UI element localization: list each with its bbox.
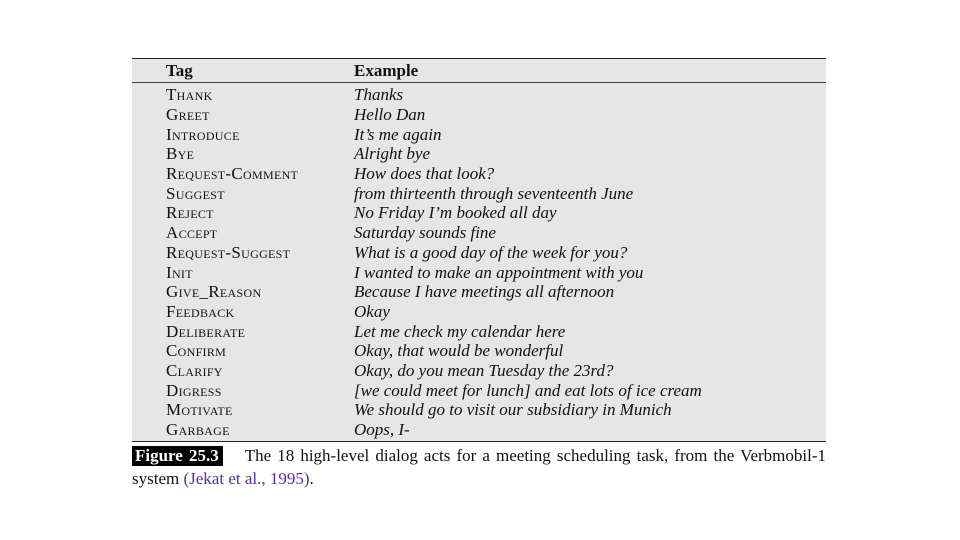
caption-text: The 18 high-level dialog acts for a meeting scheduling task, from the Verbmobil-1 system bbox=[132, 446, 826, 488]
table-body bbox=[132, 83, 826, 441]
table-row bbox=[132, 164, 826, 184]
dialog-act-tag: Reject bbox=[166, 203, 214, 223]
dialog-act-tag: Motivate bbox=[166, 400, 233, 420]
dialog-act-tag: Bye bbox=[166, 144, 195, 164]
dialog-act-example: Because I have meetings all afternoon bbox=[354, 282, 615, 302]
dialog-act-example: Oops, I- bbox=[354, 420, 410, 440]
dialog-act-tag: Suggest bbox=[166, 183, 225, 203]
dialog-act-tag: Confirm bbox=[166, 341, 227, 361]
table-row bbox=[132, 203, 826, 223]
tag-column-header: Tag bbox=[166, 60, 193, 80]
table-header bbox=[132, 59, 826, 83]
dialog-act-tag: Request-Comment bbox=[166, 164, 299, 184]
example-column-header: Example bbox=[354, 60, 419, 80]
dialog-act-example: Okay bbox=[354, 301, 390, 321]
dialog-act-tag: Give_Reason bbox=[166, 282, 262, 302]
dialog-act-tag: Init bbox=[166, 262, 193, 282]
dialog-act-example: Thanks bbox=[354, 85, 404, 105]
dialog-act-tag: Deliberate bbox=[166, 321, 246, 341]
table-row bbox=[132, 361, 826, 381]
dialog-act-example: Okay, that would be wonderful bbox=[354, 341, 564, 361]
table-row bbox=[132, 262, 826, 282]
table-row bbox=[132, 282, 826, 302]
dialog-act-example: [we could meet for lunch] and eat lots of ice cream bbox=[354, 380, 702, 400]
table-row bbox=[132, 183, 826, 203]
table-row bbox=[132, 223, 826, 243]
dialog-act-tag: Greet bbox=[166, 105, 210, 125]
figure-label: Figure 25.3 bbox=[132, 446, 223, 466]
table-row bbox=[132, 243, 826, 263]
table-row bbox=[132, 341, 826, 361]
table-row bbox=[132, 124, 826, 144]
dialog-act-example: What is a good day of the week for you? bbox=[354, 242, 628, 262]
dialog-act-example: Saturday sounds fine bbox=[354, 223, 496, 243]
dialog-act-example: Alright bye bbox=[354, 144, 431, 164]
dialog-act-example: Hello Dan bbox=[354, 105, 426, 125]
dialog-act-example: How does that look? bbox=[354, 164, 495, 184]
table-row bbox=[132, 302, 826, 322]
table-row bbox=[132, 420, 826, 440]
dialog-act-example: No Friday I’m booked all day bbox=[354, 203, 557, 223]
dialog-act-tag: Introduce bbox=[166, 124, 240, 144]
table-row bbox=[132, 85, 826, 105]
figure-caption bbox=[132, 444, 826, 490]
dialog-act-tag: Clarify bbox=[166, 360, 223, 380]
dialog-act-example: Okay, do you mean Tuesday the 23rd? bbox=[354, 360, 614, 380]
dialog-act-tag: Digress bbox=[166, 380, 222, 400]
dialog-act-tag: Request-Suggest bbox=[166, 242, 291, 262]
table-row bbox=[132, 105, 826, 125]
caption-end: . bbox=[309, 469, 314, 488]
dialog-act-example: We should go to visit our subsidiary in Munich bbox=[354, 400, 672, 420]
dialog-act-example: Let me check my calendar here bbox=[354, 321, 566, 341]
table-row bbox=[132, 321, 826, 341]
table-row bbox=[132, 144, 826, 164]
table-row bbox=[132, 400, 826, 420]
dialog-act-tag: Thank bbox=[166, 85, 213, 105]
dialog-act-example: I wanted to make an appointment with you bbox=[354, 262, 644, 282]
dialog-act-tag: Feedback bbox=[166, 301, 235, 321]
dialog-act-example: from thirteenth through seventeenth June bbox=[354, 183, 634, 203]
table-row bbox=[132, 380, 826, 400]
dialog-act-tag: Accept bbox=[166, 223, 218, 243]
dialog-act-tag: Garbage bbox=[166, 420, 230, 440]
citation-link[interactable]: (Jekat et al., 1995) bbox=[183, 469, 310, 488]
dialog-acts-table bbox=[132, 58, 826, 442]
dialog-act-example: It’s me again bbox=[354, 124, 442, 144]
